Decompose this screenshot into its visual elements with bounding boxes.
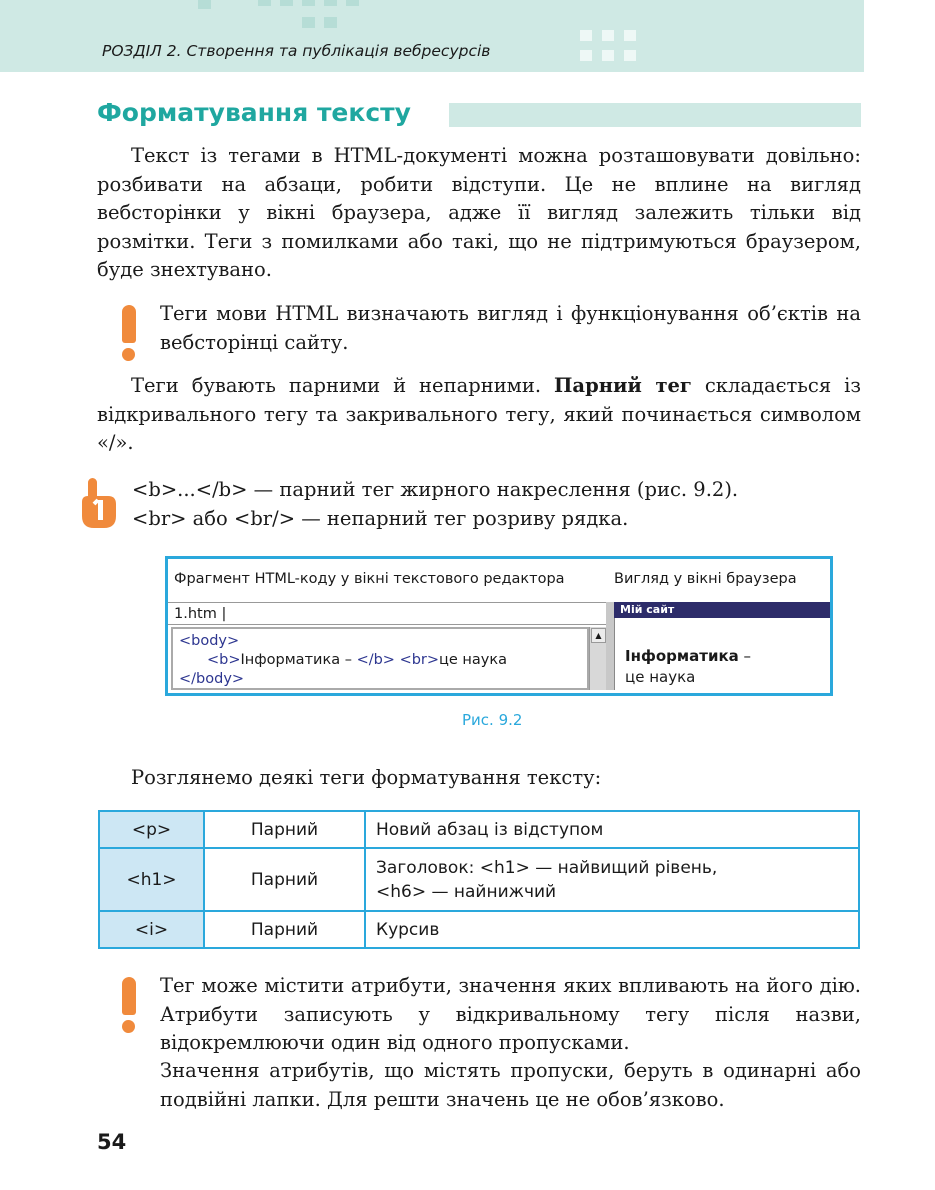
tags-table <box>98 810 860 949</box>
table-cell-desc: Курсив <box>365 911 859 948</box>
consider-paragraph: Розглянемо деякі теги форматування тексту: <box>131 766 602 789</box>
table-row <box>99 811 859 848</box>
decor-square <box>624 50 636 61</box>
table-row <box>99 911 859 948</box>
decor-square <box>624 30 636 41</box>
figure-right-heading: Вигляд у вікні браузера <box>614 571 797 587</box>
browser-line <box>625 646 830 667</box>
code-tag: <b> <box>207 652 241 668</box>
decor-square <box>580 30 592 41</box>
decor-square <box>302 17 315 28</box>
desc-line: <h6> — найнижчий <box>376 881 557 902</box>
decor-square <box>198 0 211 9</box>
table-cell-tag: <i> <box>99 911 204 948</box>
scroll-up-icon[interactable]: ▲ <box>591 628 606 643</box>
code-editor[interactable] <box>171 627 589 690</box>
code-text: це наука <box>439 652 508 668</box>
code-tag: <br> <box>399 652 440 668</box>
note-paragraph: Теги мови HTML визначають вигляд і функціонування об’єктів на вебсторінці сайту. <box>160 302 861 354</box>
decor-square <box>346 0 359 6</box>
window-divider <box>606 602 614 690</box>
code-line: <body> <box>179 633 240 649</box>
desc-line: Заголовок: <h1> — найвищий рівень, <box>376 857 718 878</box>
browser-title-bar: Мій сайт <box>614 602 830 618</box>
paired-tags-paragraph <box>97 372 861 458</box>
table-cell-tag: <h1> <box>99 848 204 911</box>
bold-term: Парний тег <box>554 374 692 397</box>
decor-square <box>302 0 315 6</box>
text-run: складається із відкривального тегу та закривального тегу, який починається символом «/». <box>97 374 861 454</box>
example-line-1: <b>...</b> — парний тег жирного накреслення (рис. 9.2). <box>132 478 739 501</box>
table-cell-type: Парний <box>204 848 365 911</box>
decor-square <box>280 0 293 6</box>
pointing-hand-icon <box>78 474 120 532</box>
editor-scrollbar[interactable] <box>589 627 606 690</box>
browser-bold-text: Інформатика <box>625 647 739 665</box>
figure-left-heading: Фрагмент HTML-коду у вікні текстового редактора <box>174 571 565 587</box>
decor-square <box>258 0 271 6</box>
browser-viewport <box>614 618 830 690</box>
header-band <box>0 0 864 72</box>
table-row <box>99 848 859 911</box>
exclamation-icon <box>122 977 136 1033</box>
table-cell-type: Парний <box>204 911 365 948</box>
code-line: </body> <box>179 671 245 687</box>
section-title: Форматування тексту <box>97 98 411 127</box>
decor-square <box>602 30 614 41</box>
table-cell-tag: <p> <box>99 811 204 848</box>
code-text: Інформатика – <box>240 652 357 668</box>
figure-caption: Рис. 9.2 <box>462 711 523 729</box>
exclamation-icon <box>122 305 136 361</box>
decor-square <box>602 50 614 61</box>
page-number: 54 <box>97 1130 127 1154</box>
title-decor-bar <box>449 103 861 127</box>
decor-square <box>324 0 337 6</box>
note-paragraph: Тег може містити атрибути, значення яких впливають на його дію. Атрибути записують у відкривальному тегу після назви, відокремлюючи один від одного пропусками. <box>160 974 861 1054</box>
browser-line: це наука <box>625 668 696 686</box>
table-cell-desc <box>365 848 859 911</box>
table-cell-desc: Новий абзац із відступом <box>365 811 859 848</box>
editor-tab[interactable]: 1.htm | <box>168 602 606 625</box>
chapter-title: РОЗДІЛ 2. Створення та публікація вебресурсів <box>102 42 491 60</box>
browser-text: – <box>738 647 752 665</box>
note-paragraph: Значення атрибутів, що містять пропуски, беруть в одинарні або подвійні лапки. Для решти значень це не обов’язково. <box>160 1059 861 1111</box>
decor-square <box>324 17 337 28</box>
example-line-2: <br> або <br/> — непарний тег розриву рядка. <box>132 507 629 530</box>
code-line <box>179 651 581 670</box>
decor-square <box>580 50 592 61</box>
intro-paragraph: Текст із тегами в HTML-документі можна розташовувати довільно: розбивати на абзаци, робити відступи. Це не вплине на вигляд вебсторінки у вікні браузера, адже її вигляд залежить тільки від розмітки. Теги з помилками або такі, що не підтримуються браузером, буде знехтувано. <box>97 144 861 281</box>
code-tag: </b> <box>356 652 395 668</box>
figure-9-2 <box>165 556 833 696</box>
table-cell-type: Парний <box>204 811 365 848</box>
text-run: Теги бувають парними й непарними. <box>131 374 555 397</box>
